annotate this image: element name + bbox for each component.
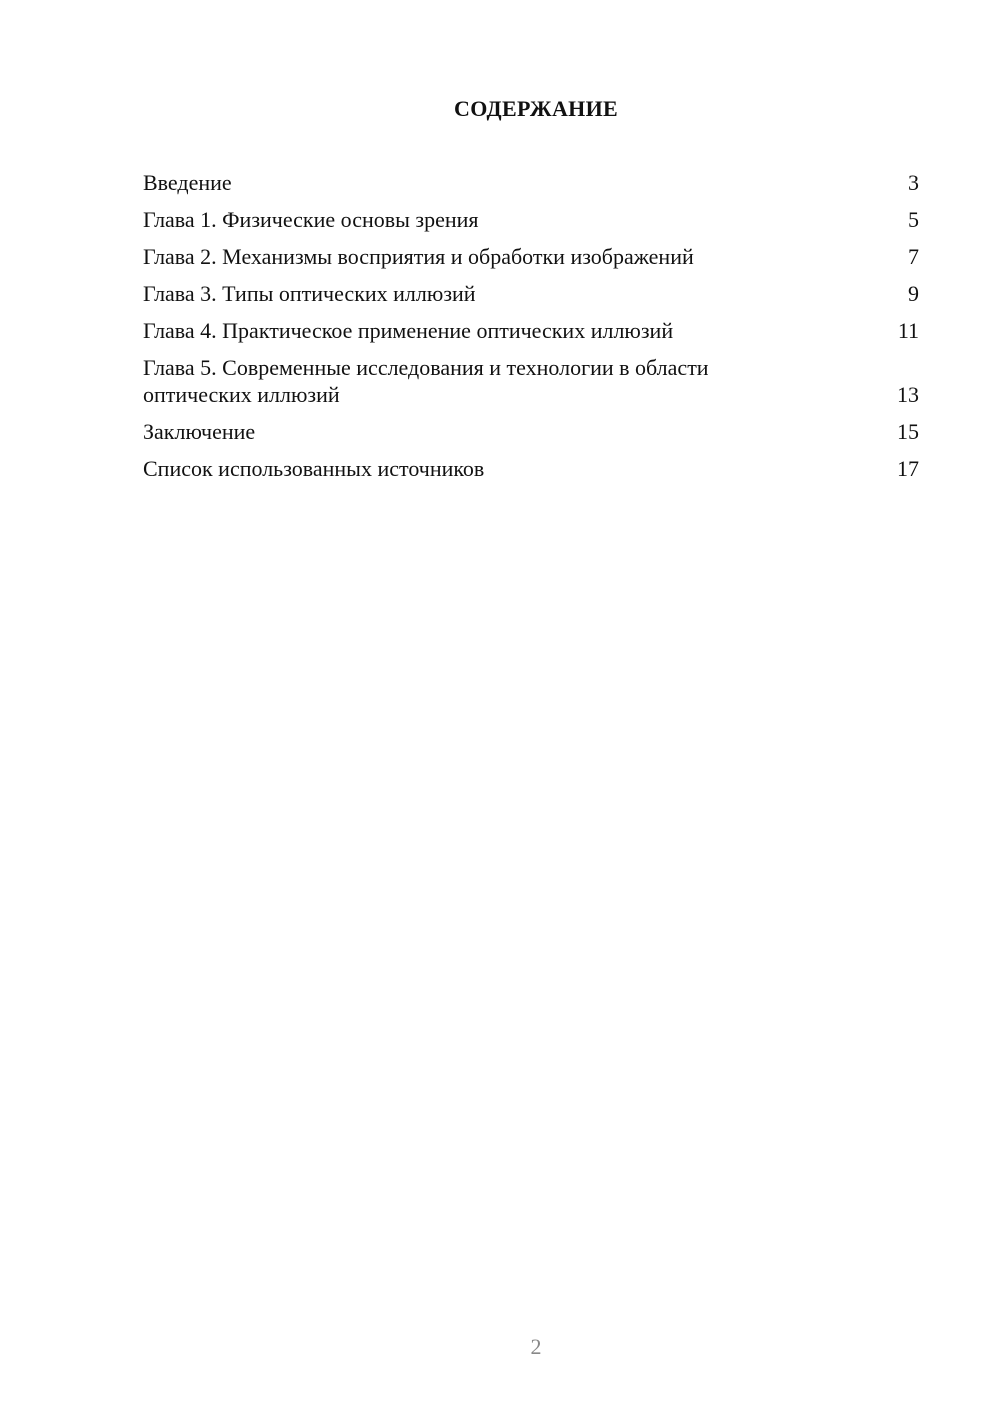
toc-entry-page: 3: [908, 170, 919, 195]
toc-entry-page: 7: [908, 244, 919, 269]
toc-entry-chapter-3[interactable]: [143, 280, 919, 307]
page-number: 2: [530, 1334, 542, 1359]
toc-entry-label: Заключение: [143, 419, 256, 444]
toc-entry-page: 17: [897, 456, 919, 481]
toc-entry-introduction[interactable]: [143, 169, 919, 196]
toc-entry-chapter-5[interactable]: [143, 354, 919, 408]
toc-entry-chapter-1[interactable]: [143, 206, 919, 233]
toc-entry-label: Глава 3. Типы оптических иллюзий: [143, 281, 476, 306]
toc-entry-page: 15: [897, 419, 919, 444]
toc-entry-page: 13: [897, 382, 919, 407]
toc-entry-references[interactable]: [143, 455, 919, 482]
toc-entry-page: 11: [897, 318, 919, 343]
toc-entry-label: Глава 1. Физические основы зрения: [143, 207, 479, 232]
toc-entry-chapter-2[interactable]: [143, 243, 919, 270]
toc-entry-label: Глава 5. Современные исследования и технологии в области оптических иллюзий: [143, 355, 709, 407]
toc-entry-conclusion[interactable]: [143, 418, 919, 445]
toc-entry-label: Введение: [143, 170, 232, 195]
toc-entry-label: Глава 2. Механизмы восприятия и обработки изображений: [143, 244, 694, 269]
toc-entry-label: Глава 4. Практическое применение оптических иллюзий: [143, 318, 674, 343]
toc-entry-page: 9: [908, 281, 919, 306]
toc-entry-label: Список использованных источников: [143, 456, 485, 481]
toc-entry-chapter-4[interactable]: [143, 317, 919, 344]
toc-list: [143, 169, 919, 492]
toc-title: СОДЕРЖАНИЕ: [454, 96, 618, 121]
toc-entry-page: 5: [908, 207, 919, 232]
